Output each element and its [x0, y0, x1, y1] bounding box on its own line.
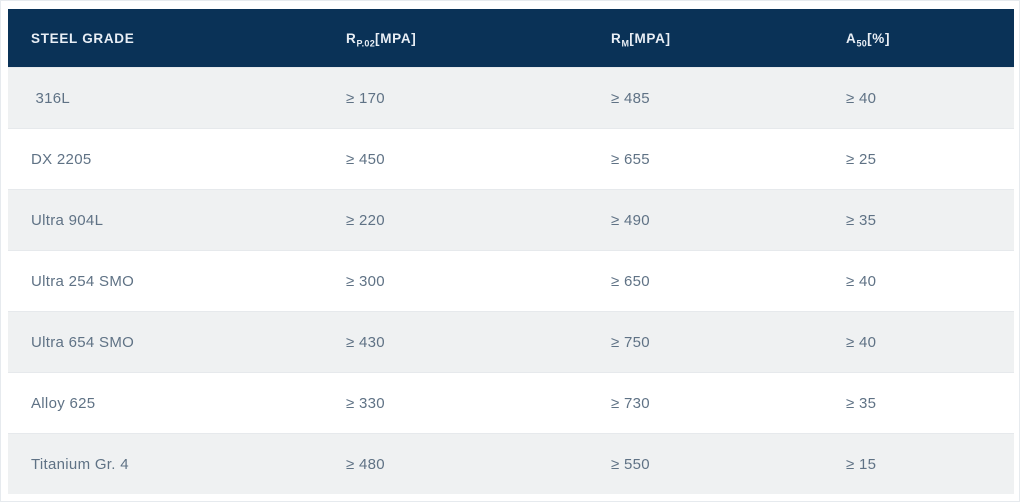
table-row [8, 250, 1014, 311]
table-row [8, 128, 1014, 189]
column-header-rm [588, 30, 823, 49]
cell-steel-grade: Ultra 654 SMO [31, 333, 135, 351]
table-row [8, 67, 1014, 128]
column-header-a50 [823, 30, 1014, 49]
table-row [8, 189, 1014, 250]
header-base: R [611, 30, 622, 46]
cell-rm: ≥ 550 [611, 455, 650, 473]
cell-a50: ≥ 35 [846, 394, 877, 412]
cell-steel-grade: Alloy 625 [31, 394, 96, 412]
cell-rp02: ≥ 480 [346, 455, 385, 473]
cell-rm: ≥ 750 [611, 333, 650, 351]
cell-a50: ≥ 40 [846, 333, 877, 351]
cell-rp02: ≥ 220 [346, 211, 385, 229]
cell-steel-grade: Ultra 904L [31, 211, 104, 229]
steel-grades-table [8, 9, 1014, 494]
cell-rm: ≥ 650 [611, 272, 650, 290]
header-base: A [846, 30, 857, 46]
table-row [8, 372, 1014, 433]
column-header-rp02 [323, 30, 588, 49]
cell-steel-grade: Ultra 254 SMO [31, 272, 135, 290]
header-unit: [MPA] [375, 30, 417, 46]
cell-rm: ≥ 730 [611, 394, 650, 412]
cell-a50: ≥ 35 [846, 211, 877, 229]
header-base: R [346, 30, 357, 46]
header-unit: [MPA] [629, 30, 671, 46]
cell-a50: ≥ 25 [846, 150, 877, 168]
cell-rp02: ≥ 170 [346, 89, 385, 107]
cell-rm: ≥ 655 [611, 150, 650, 168]
cell-rp02: ≥ 430 [346, 333, 385, 351]
cell-steel-grade: 316L [31, 89, 71, 107]
cell-steel-grade: DX 2205 [31, 150, 92, 168]
cell-rp02: ≥ 300 [346, 272, 385, 290]
header-subscript: M [621, 38, 630, 49]
table-header-row [8, 9, 1014, 67]
cell-a50: ≥ 40 [846, 272, 877, 290]
cell-rm: ≥ 490 [611, 211, 650, 229]
header-subscript: P.02 [356, 38, 376, 49]
header-unit: [%] [867, 30, 891, 46]
header-subscript: 50 [856, 38, 868, 49]
table-row [8, 311, 1014, 372]
table-row [8, 433, 1014, 494]
cell-rp02: ≥ 330 [346, 394, 385, 412]
cell-steel-grade: Titanium Gr. 4 [31, 455, 129, 473]
cell-a50: ≥ 40 [846, 89, 877, 107]
cell-a50: ≥ 15 [846, 455, 877, 473]
cell-rp02: ≥ 450 [346, 150, 385, 168]
header-base: STEEL GRADE [31, 30, 135, 46]
cell-rm: ≥ 485 [611, 89, 650, 107]
column-header-steel-grade [8, 31, 323, 46]
